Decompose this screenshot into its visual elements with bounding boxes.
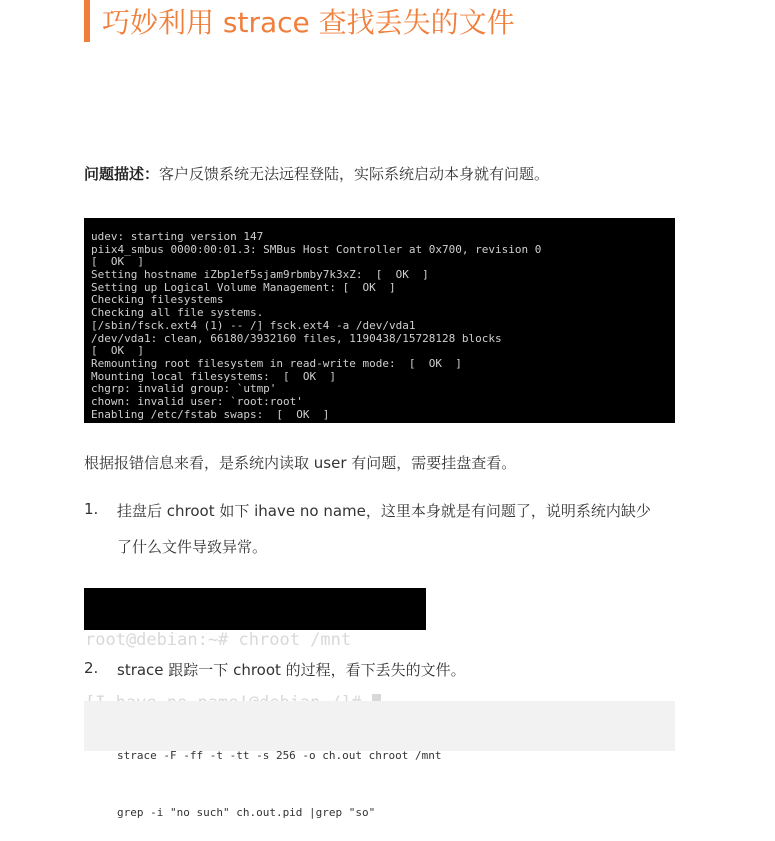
terminal-line: [ OK ] [91, 344, 144, 358]
terminal-line: chown: invalid user: `root:root' [91, 394, 303, 408]
terminal-line: udev: starting version 147 [91, 230, 264, 243]
list-number: 2. [84, 659, 99, 677]
terminal-line: piix4_smbus 0000:00:01.3: SMBus Host Controller at 0x700, revision 0 [91, 242, 542, 256]
problem-text: 客户反馈系统无法远程登陆，实际系统启动本身就有问题。 [159, 165, 550, 183]
list-number: 1. [84, 500, 99, 518]
terminal-line: [/sbin/fsck.ext4 (1) -- /] fsck.ext4 -a /dev/vda1 [91, 318, 416, 332]
terminal-line: /dev/vda1: clean, 66180/3932160 files, 1190438/15728128 blocks [91, 331, 502, 345]
analysis-text: 根据报错信息来看，是系统内读取 user 有问题，需要挂盘查看。 [84, 454, 517, 472]
chroot-terminal-snippet [84, 588, 426, 650]
code-line-2: grep -i "no such" ch.out.pid |grep "so" [117, 806, 376, 819]
terminal-line: chgrp: invalid group: `utmp' [91, 382, 277, 396]
step-2-text: strace 跟踪一下 chroot 的过程，看下丢失的文件。 [117, 661, 466, 679]
problem-label: 问题描述： [84, 165, 160, 183]
article-title-block [84, 0, 515, 42]
boot-log-screenshot [84, 218, 675, 423]
terminal-line: Enabling /etc/fstab swaps: [ OK ] [91, 407, 330, 421]
terminal-line: Setting hostname iZbp1ef5sjam9rbmby7k3xZ: [ OK ] [91, 268, 429, 282]
terminal-line: Mounting local filesystems: [ OK ] [91, 369, 337, 383]
terminal-line: [ OK ] [91, 255, 144, 269]
snippet-line-1: root@debian:~# chroot /mnt [85, 630, 352, 650]
problem-description [84, 163, 549, 184]
step-1-line-2: 了什么文件导致异常。 [117, 538, 268, 556]
page-title: 巧妙利用 strace 查找丢失的文件 [102, 6, 515, 39]
code-line-1: strace -F -ff -t -tt -s 256 -o ch.out chroot /mnt [117, 749, 442, 762]
terminal-line: Setting up Logical Volume Management: [ OK ] [91, 280, 396, 294]
list-item-step-1 [84, 500, 651, 556]
terminal-line: Checking filesystems [91, 293, 224, 307]
step-1-line-1: 挂盘后 chroot 如下 ihave no name，这里本身就是有问题了，说明系统内缺少 [117, 502, 651, 520]
list-item-step-2 [84, 659, 466, 679]
terminal-line: Remounting root filesystem in read-write mode: [ OK ] [91, 356, 462, 370]
terminal-line: Checking all file systems. [91, 306, 264, 320]
title-accent-bar [84, 0, 90, 42]
code-block [84, 701, 675, 819]
